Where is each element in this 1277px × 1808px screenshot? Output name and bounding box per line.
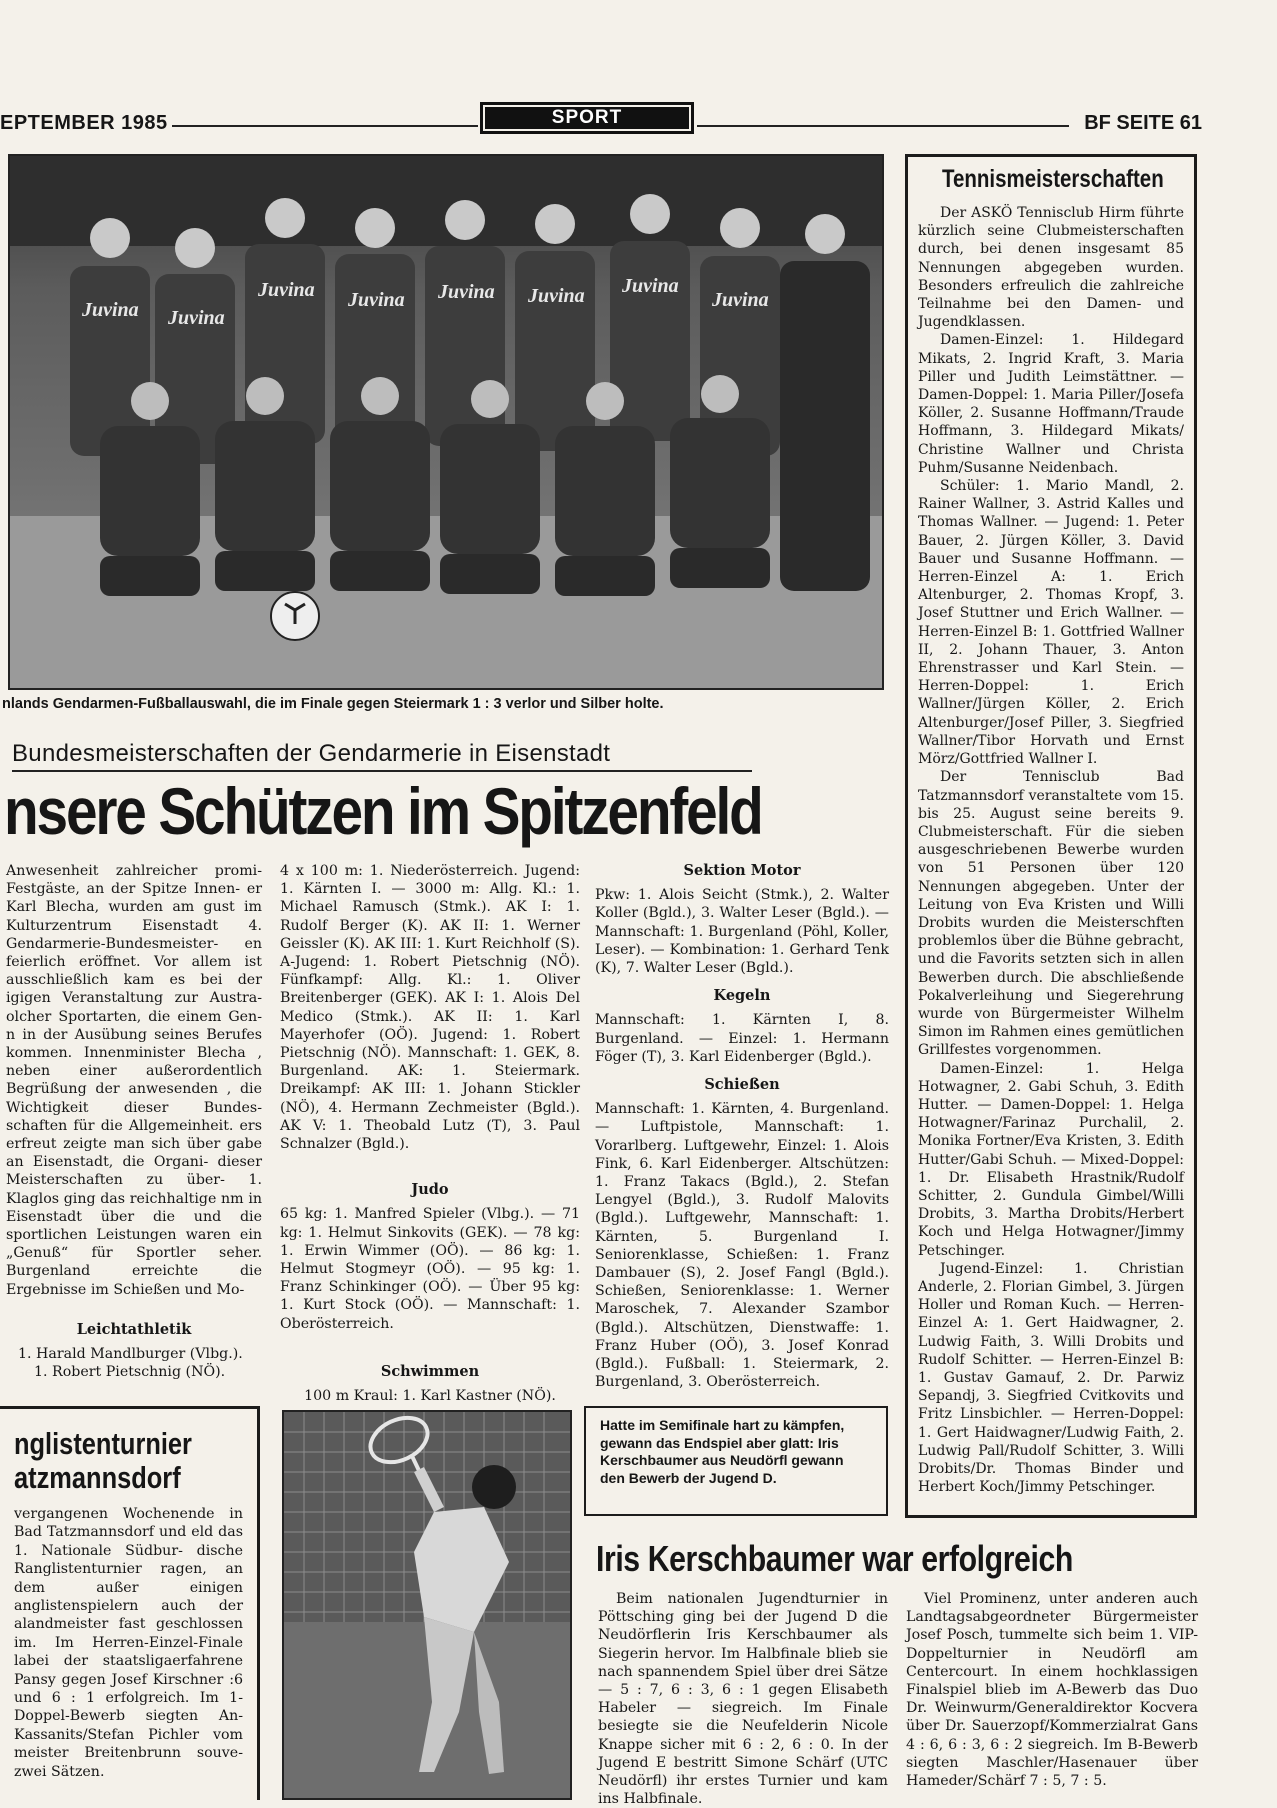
tennis-box (905, 154, 1197, 1518)
team-photo-image (10, 156, 882, 688)
kerschbaumer-column-2: Viel Prominenz, unter anderen auch Landtagsabgeordneter Bürgermeister Josef Posch, tummelte sich beim 1. VIP-Doppelturnier in Neudörfl am Centercourt. In einem hochklassigen Finalspiel blieb im A-Bewerb das Duo Dr. Weinwurm/Generaldirektor Kocvera über Dr. Sauerzopf/Kommerzialrat Gans 4 : 6, 6 : 3, 6 : 2 siegreich. Im B-Bewerb siegten Maschler/Hasenauer über Hameder/Schärf 7 : 5, 7 : 5. (906, 1591, 1198, 1790)
subhead-leichtathletik: Leichtathletik (76, 1320, 192, 1338)
rangliste-headline-2: atzmannsdorf (14, 1460, 181, 1495)
swim-results: 100 m Kraul: 1. Karl Kastner (NÖ). (304, 1388, 556, 1405)
result-line: 1. Robert Pietschnig (NÖ). (34, 1364, 226, 1381)
subhead-schiessen: Schießen (704, 1076, 780, 1094)
article-col2-text: 4 x 100 m: 1. Niederösterreich. Jugend: 1. Kärnten I. — 3000 m: Allg. Kl.: 1. Michael Ramusch (Stmk.). AK I: 1. Rudolf Berger (K). AK II: 1. Werner Geissler (K). AK III: 1. Kurt Reichholf (S). A-Jugend: 1. Robert Pietschnig (NÖ). Fünfkampf: Allg. Kl.: 1. Oliver Breitenberger (GEK). AK I: 1. Alois Del Medico (Stmk.). AK II: 1. Karl Mayerhofer (OÖ). Jugend: 1. Robert Pietschnig (NÖ). Mannschaft: 1. GEK, 8. Burgenland. AK: 1. Steiermark. Dreikampf: AK III: 1. Johann Stickler (NÖ), 4. Hermann Zechmeister (Bgld.). AK V: 1. Theobald Lutz (T), 3. Paul Schnalzer (Bgld.). (280, 863, 580, 1153)
svg-text:Juvina: Juvina (438, 281, 495, 303)
kerschbaumer-photo-caption: Hatte im Semifinale hart zu kämpfen, gewann das Endspiel aber glatt: Iris Kerschbaumer aus Neudörfl gewann den Bewerb der Jugend D. (584, 1406, 888, 1516)
motor-results: Pkw: 1. Alois Seicht (Stmk.), 2. Walter Koller (Bgld.), 3. Walter Leser (Bgld.). — Mannschaft: 1. Burgenland (Pöhl, Koller, Leser). — Kombination: 1. Gerhard Tenk (K), 7. Walter Leser (Bgld.). (595, 887, 889, 977)
subhead-sektion-motor: Sektion Motor (683, 862, 801, 879)
tennis-paragraph: Schüler: 1. Mario Mandl, 2. Rainer Wallner, 3. Astrid Kalles und Thomas Wallner. — Jugend: 1. Peter Bauer, 2. Jürgen Köller, 3. David Bauer und Susanne Hoffmann. — Herren-Einzel A: 1. Erich Altenburger, 2. Thomas Kropf, 3. Josef Stuttner und Erich Wallner. — Herren-Einzel B: 1. Gottfried Wallner II, 2. Johann Thauer, 3. Anton Ehrenstrasser und Karl Stein. — Herren-Doppel: 1. Erich Wallner/Jürgen Köller, 2. Erich Altenburger/Josef Piller, 3. Siegfried Wallner/Tibor Horvath und Ernst Mörz/Gottfried Wallner I. (918, 478, 1184, 768)
svg-text:Juvina: Juvina (622, 275, 679, 297)
tennis-paragraph: Jugend-Einzel: 1. Christian Anderle, 2. Florian Gimbel, 3. Jürgen Holler und Roman Kuch. — Herren-Einzel A: 1. Gert Haidwagner, 2. Ludwig Faith, 3. Willi Drobits und Rudolf Schitter. — Herren-Einzel B: 1. Gustav Gamauf, 2. Dr. Parwiz Sepandj, 3. Siegfried Cvitkovits und Fritz Linsbichler. — Herren-Doppel: 1. Gert Haidwagner/Ludwig Faith, 2. Ludwig Pall/Rudolf Schitter, 3. Willi Drobits/Dr. Thomas Binder und Herbert Koch/Jimmy Petschinger. (918, 1260, 1184, 1496)
article-column-1 (6, 862, 262, 1381)
rangliste-text: vergangenen Wochenende in Bad Tatzmannsdorf und eld das 1. Nationale Südbur- dische Ranglistenturnier ragen, an dem außer einigen anglistenspielern auch der alandmeister fast geschlossen im. Im Herren-Einzel-Finale labei der staatsligaerfahrene Pansy gegen Josef Kirschner :6 und 6 : 1 erfolgreich. Im 1-Doppel-Bewerb siegten An- Kassanits/Stefan Pichler vom meister Breitenbrunn souve- zwei Sätzen. (14, 1506, 243, 1780)
issue-date: EPTEMBER 1985 (0, 112, 168, 134)
tennis-box-text (918, 204, 1184, 1496)
article-column-2 (280, 862, 580, 1405)
tennis-box-title: Tennismeisterschaften (941, 165, 1164, 193)
team-photo (8, 154, 884, 690)
svg-text:Juvina: Juvina (168, 307, 225, 329)
kegeln-results: Mannschaft: 1. Kärnten I, 8. Burgenland. — Einzel: 1. Hermann Föger (T), 3. Karl Eidenberger (Bgld.). (595, 1012, 889, 1065)
tennis-paragraph: Damen-Einzel: 1. Helga Hotwagner, 2. Gabi Schuh, 3. Edith Hutter. — Damen-Doppel: 1. Helga Hotwagner/Farinaz Purchalil, 2. Monika Fortner/Eva Kristen, 3. Edith Hutter/Gabi Schuh. — Mixed-Doppel: 1. Dr. Elisabeth Hrastnik/Rudolf Schitter, 2. Gundula Gimbel/Willi Drobits, 3. Martha Drobits/Herbert Koch und Helga Hotwagner/Jimmy Petschinger. (918, 1060, 1184, 1259)
svg-text:Juvina: Juvina (348, 289, 405, 311)
schiessen-results: Mannschaft: 1. Kärnten, 4. Burgenland. — Luftpistole, Mannschaft: 1. Vorarlberg. Luftgewehr, Einzel: 1. Alois Fink, 6. Karl Eidenberger. Altschützen: 1. Franz Takacs (Bgld.), 2. Stefan Lengyel (Bgld.), 3. Rudolf Malovits (Bgld.). Luftgewehr, Mannschaft: 1. Kärnten, 5. Burgenland I. Seniorenklasse, Schießen: 1. Franz Dambauer (S), 2. Josef Fangl (Bgld.). Schießen, Seniorenklasse: 1. Werner Maroschek, 7. Alexander Szambor (Bgld.). Altschützen, Dienstwaffe: 1. Franz Huber (OÖ), 3. Josef Konrad (Bgld.). Fußball: 1. Steiermark, 2. Burgenland, 3. Oberösterreich. (595, 1101, 889, 1391)
kerschbaumer-headline: Iris Kerschbaumer war erfolgreich (596, 1538, 1073, 1579)
svg-text:Juvina: Juvina (258, 279, 315, 301)
section-label: SPORT (480, 102, 694, 134)
rangliste-headline-1: nglistenturnier (14, 1426, 192, 1461)
svg-text:Juvina: Juvina (82, 299, 139, 321)
article-headline: nsere Schützen im Spitzenfeld (4, 774, 762, 848)
tennis-paragraph: Der ASKÖ Tennisclub Hirm führte kürzlich seine Clubmeisterschaften durch, bei denen insgesamt 85 Nennungen abgegeben wurden. Besonders erfreulich die zahlreiche Teilnahme bei den Damen- und Jugendklassen. (918, 205, 1184, 331)
article-kicker: Bundesmeisterschaften der Gendarmerie in Eisenstadt (12, 740, 611, 767)
subhead-kegeln: Kegeln (713, 987, 771, 1005)
kicker-rule (12, 770, 752, 772)
header-rule-left (172, 125, 478, 127)
page-number: BF SEITE 61 (1084, 112, 1202, 134)
tennis-paragraph: Damen-Einzel: 1. Hildegard Mikats, 2. Ingrid Kraft, 3. Maria Piller und Judith Leimstättner. — Damen-Doppel: 1. Maria Piller/Josefa Köller, 2. Susanne Hoffmann/Traude Hoffmann, 3. Hildegard Mikats/ Christine Wallner und Christa Puhm/Susanne Neidenbach. (918, 332, 1184, 476)
subhead-judo: Judo (411, 1181, 449, 1199)
subhead-schwimmen: Schwimmen (380, 1362, 480, 1380)
article-column-3 (595, 862, 889, 1391)
team-photo-caption: nlands Gendarmen-Fußballauswahl, die im Finale gegen Steiermark 1 : 3 verlor und Silber holte. (2, 696, 664, 712)
tennis-player-image (284, 1412, 570, 1798)
svg-text:Juvina: Juvina (712, 289, 769, 311)
kerschbaumer-column-1: Beim nationalen Jugendturnier in Pöttsching ging bei der Jugend D die Neudörflerin Iris Kerschbaumer als Siegerin hervor. Im Halbfinale blieb sie nach spannendem Spiel über drei Sätze — 5 : 7, 6 : 3, 6 : 1 gegen Elisabeth Habeler — siegreich. Im Finale besiegte sie die Neufelderin Nicole Knappe sicher mit 6 : 2, 6 : 0. In der Jugend E bestritt Simone Schärf (UTC Neudörfl) ihr erstes Turnier und kam ins Halbfinale. (598, 1591, 888, 1808)
judo-results: 65 kg: 1. Manfred Spieler (Vlbg.). — 71 kg: 1. Helmut Sinkovits (GEK). — 78 kg: 1. Erwin Wimmer (OÖ). — 86 kg: 1. Helmut Stogmeyr (OÖ). — 95 kg: 1. Franz Schinkinger (OÖ). — Über 95 kg: 1. Kurt Stock (OÖ). — Mannschaft: 1. Oberösterreich. (280, 1206, 580, 1332)
result-line: 1. Harald Mandlburger (Vlbg.). (18, 1346, 243, 1363)
rangliste-box (0, 1406, 260, 1800)
tennis-player-photo (282, 1410, 572, 1800)
svg-text:Juvina: Juvina (528, 285, 585, 307)
header-rule-right (697, 125, 1069, 127)
article-col1-text: Anwesenheit zahlreicher promi- Festgäste, an der Spitze Innen- er Karl Blecha, wurden am gust im Kulturzentrum Eisenstadt 4. Gendarmerie-Bundesmeister- en feierlich eröffnet. Vor allem ist ausschließlich kam es bei der igigen Veranstaltung zur Austra- olcher Sportarten, die einem Gen- n in der Ausübung seines Berufes kommen. Innenminister Blecha , neben einer außerordentlich Begrüßung der anwesenden , die Wichtigkeit dieser Bundes- schaften für die Allgemeinheit. ers erfreut zeigte man sich über gabe an Eisenstadt, die Organi- dieser Meisterschaften zu über- 1. Klaglos ging das reichhaltige nm in Eisenstadt über die und die sportlichen Leistungen waren ein „Genuß“ für Sportler seher. Burgenland erreichte die Ergebnisse im Schießen und Mo- (6, 863, 262, 1298)
tennis-paragraph: Der Tennisclub Bad Tatzmannsdorf veranstaltete vom 15. bis 25. August seine bereits 9. Clubmeisterschaft. Für die sieben ausgeschriebenen Bewerbe wurden von 51 Personen über 120 Nennungen abgegeben. Unter der Leitung von Eva Kristen und Willi Drobits wurden die Meisterschften problemlos über die Bühne gebracht, und die Favorits setzten sich in allen Bewerben durch. Die abschließende Pokalverleihung und Siegerehrung wurde von Bürgermeister Wilhelm Simon im Rahmen eines gemütlichen Grillfestes vorgenommen. (918, 769, 1184, 1059)
